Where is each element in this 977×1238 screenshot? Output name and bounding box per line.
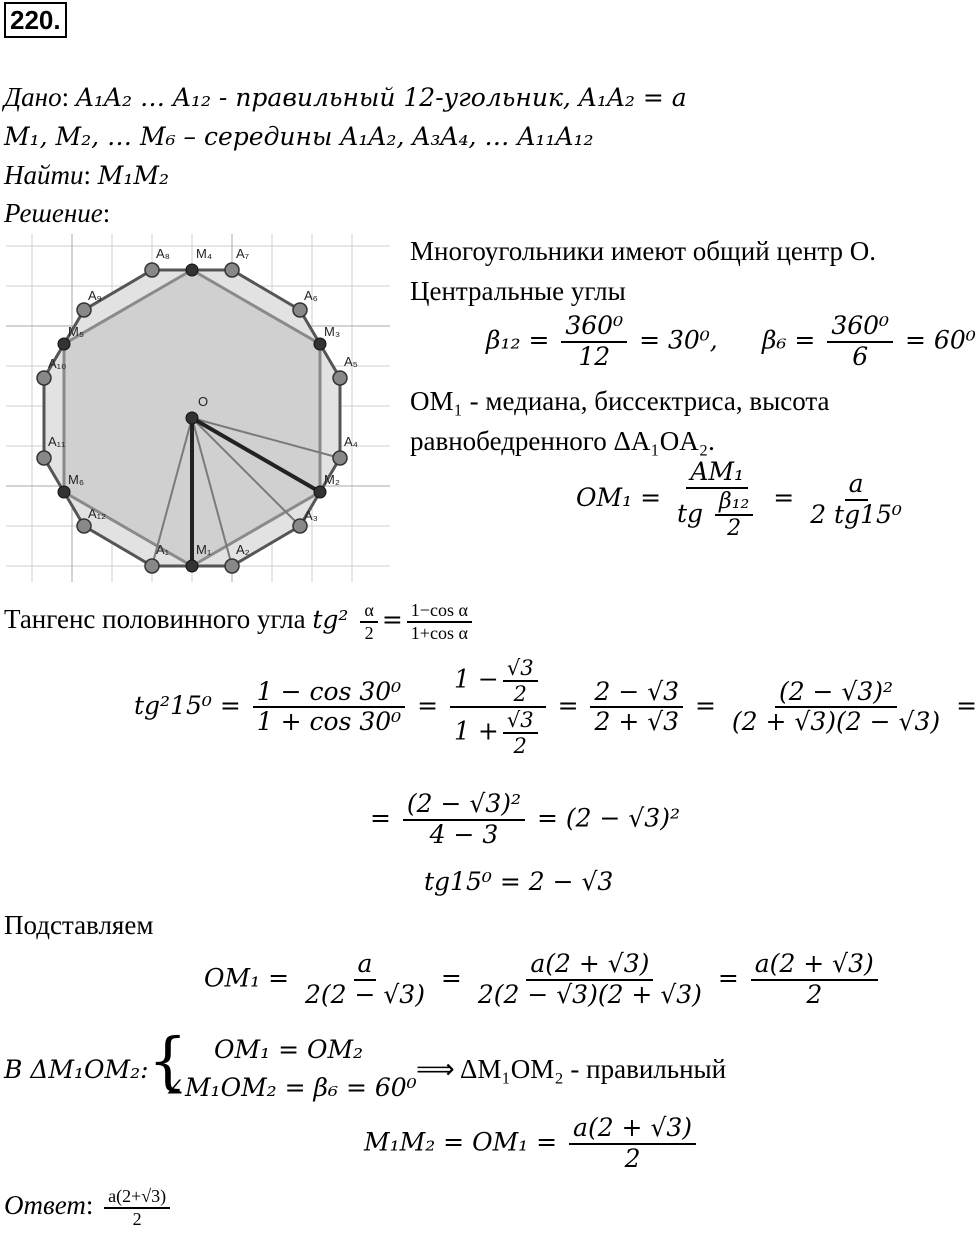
label-m4: M₄ [196,246,213,261]
calc-om1: OM₁ = $\frac{a}{2(2 - √3)}$ = $\frac{a(2 + √3)}{2(2 - √3)(2 + √3)}$ = $\frac{a(2 + √3)}{2}$ [204,950,882,1010]
triangle-cond-1: OM₁ = OM₂ [214,1035,364,1064]
label-a8: A₈ [156,246,171,261]
label-a5: A₅ [344,354,358,369]
label-a2: A₂ [236,542,250,557]
triangle-conclusion: ⟹ ΔM₁OM₂ - правильный [416,1054,727,1084]
find-value: M₁M₂ [97,161,170,190]
label-a12: A₁₂ [88,506,107,521]
om1-formula: OM₁ = AM₁ tg $\frac{\text{β₁₂}}{2}$ = $\frac{a}{\text{2 tg15⁰}}$ [576,457,902,542]
label-a7: A₇ [236,246,250,261]
calc-m1m2: M₁M₂ = OM₁ = $\frac{a(2 + √3)}{2}$ [364,1114,700,1174]
calc-tg2-15: tg²15⁰ = $\frac{\text{1 − cos 30⁰}}{\text{1 + cos 30⁰}}$ = 1 − $\frac{√3}{2}$ 1 + $\frac{√3}{2}$ = $\frac{2 - √3}{2 + √3}$ = $\frac{\text{(2 − √3)²}}{(2 + √3)(2 - √3)}$ = [134,656,977,759]
given-text-1: A₁A₂ … A₁₂ - правильный 12-угольник, A₁A₂ = a [75,83,687,112]
system-brace: { [148,1024,188,1097]
label-m3: M₃ [324,324,341,339]
calc-simplify: = $\frac{\text{(2 − √3)²}}{4 - 3}$ = (2 − √3)² [370,789,680,849]
solution-label-line: Решение: [4,198,111,228]
label-o: O [198,394,209,409]
dodecagon-figure [6,234,390,582]
label-a10: A₁₀ [48,356,67,371]
label-m2: M₂ [324,472,340,487]
label-a1: A₁ [156,542,170,557]
answer-line: Ответ: $\frac{a(2+√3)}{2}$ [4,1186,174,1229]
right-line-2: Центральные углы [410,276,626,306]
solution-label: Решение [4,198,103,228]
given-label: Дано [4,82,62,112]
triangle-prefix: В ΔM₁OM₂: [4,1055,149,1084]
given-line-2 [4,121,594,152]
label-m1: M₁ [196,542,212,557]
answer-value: $\frac{a(2+√3)}{2}$ [104,1186,170,1229]
given-line-1: Дано: A₁A₂ … A₁₂ - правильный 12-угольник, A₁A₂ = a [4,82,687,112]
beta12-formula: β₁₂ = $\frac{\text{360⁰}}{12}$ = 30⁰, [486,311,718,371]
right-line-4: равнобедренного ΔA₁OA₂. [410,426,715,456]
substitute-line: Подставляем [4,910,154,940]
right-line-1: Многоугольники имеют общий центр O. [410,236,876,266]
label-a3: A₃ [304,508,318,523]
find-line: Найти: M₁M₂ [4,160,170,190]
find-label: Найти [4,160,84,190]
tangent-line: Тангенс половинного угла tg² $\frac{\alpha}{2}$ = $\frac{\text{1−cos α}}{\text{1+cos α}}$ [4,600,476,643]
label-a4: A₄ [344,434,358,449]
label-a11: A₁₁ [48,434,66,449]
beta6-formula: β₆ = $\frac{\text{360⁰}}{6}$ = 60⁰ [762,311,976,371]
answer-label: Ответ [4,1189,86,1220]
label-a6: A₆ [304,288,318,303]
right-line-3: OM₁ - медиана, биссектриса, высота [410,386,830,416]
given-text-2: M₁, M₂, … M₆ – середины A₁A₂, A₃A₄, … A₁₁A₁₂ [4,122,594,151]
triangle-cond-2: ∠M₁OM₂ = β₆ = 60⁰ [164,1073,417,1102]
label-m5: M₅ [68,324,85,339]
problem-number: 220. [4,2,67,38]
label-a9: A₉ [88,288,102,303]
calc-tg15: tg15⁰ = 2 − √3 [424,867,614,896]
label-m6: M₆ [68,472,85,487]
